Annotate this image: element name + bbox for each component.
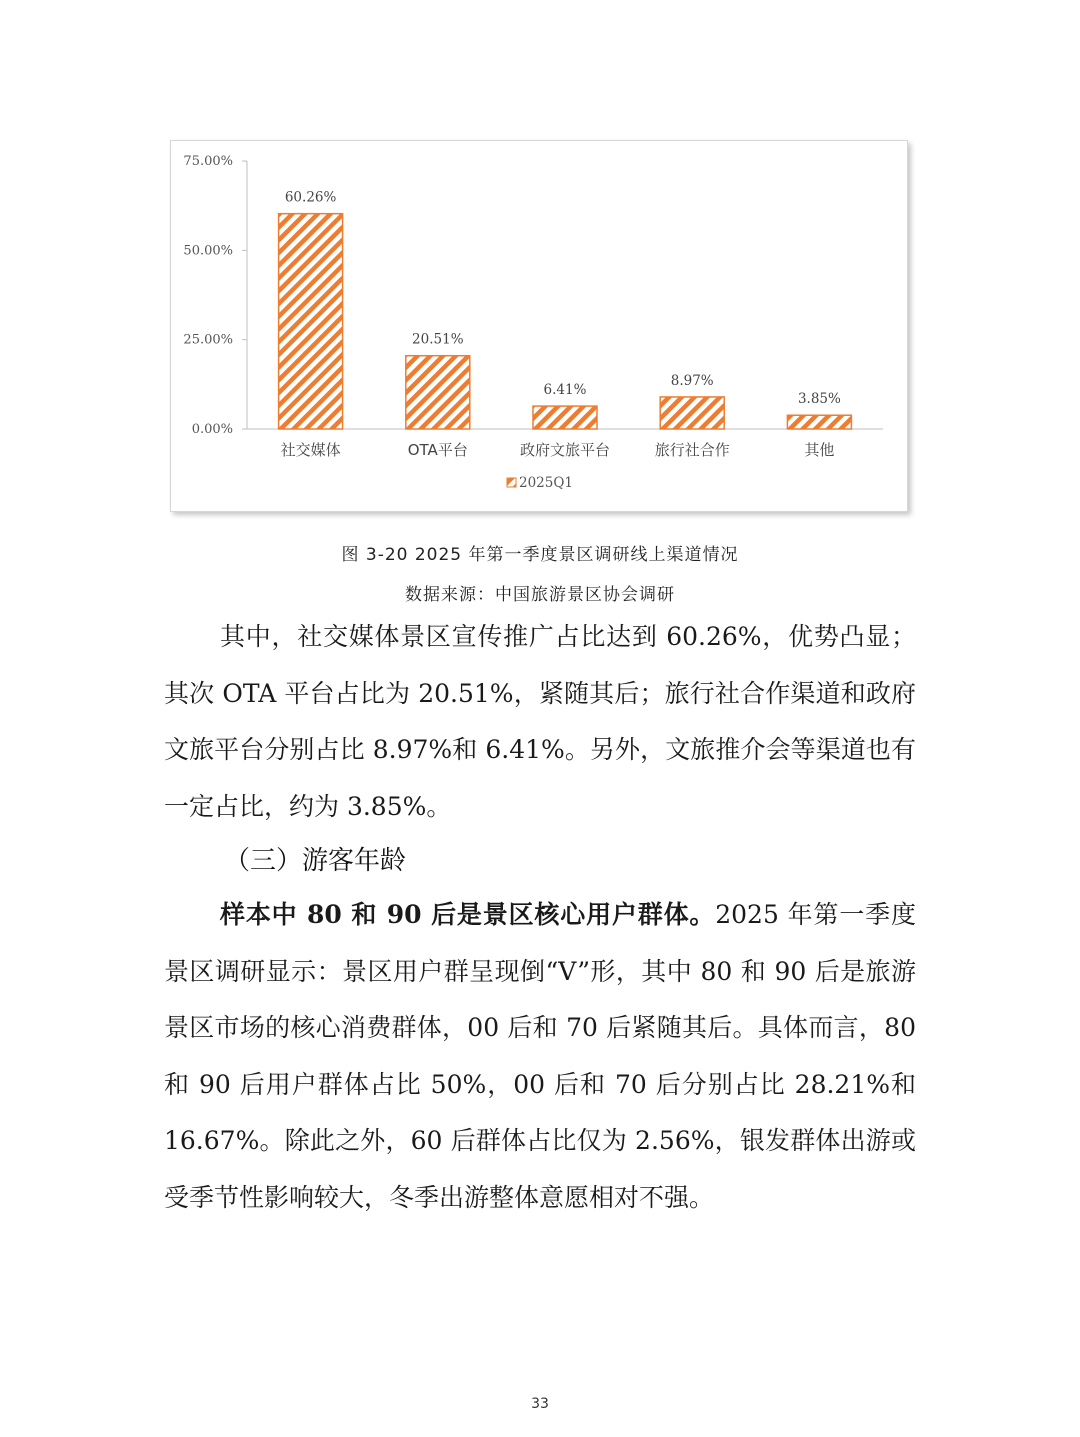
legend-swatch [507, 478, 516, 487]
bar-value-label: 3.85% [797, 391, 841, 408]
bar [787, 415, 851, 429]
y-tick-label: 0.00% [191, 422, 233, 437]
paragraph-bold-lead: 样本中 80 和 90 后是景区核心用户群体。 [220, 900, 716, 929]
bar-value-label: 8.97% [670, 372, 714, 389]
bar [279, 214, 343, 429]
x-category-label: 旅行社合作 [654, 441, 730, 459]
paragraph-body: 2025 年第一季度景区调研显示：景区用户群呈现倒“V”形，其中 80 和 90 后是旅游景区市场的核心消费群体，00 后和 70 后紧随其后。具体而言，80 和 90 后用户群体占比 50%，00 后和 70 后分别占比 28.21%和 16.67%。除此之外，60 后群体占比仅为 2.56%，银发群体出游或受季节性影响较大，冬季出游整体意愿相对不强。 [164, 900, 916, 1212]
x-category-label: 其他 [804, 441, 835, 459]
x-category-label: 政府文旅平台 [519, 441, 611, 459]
section-heading: （三）游客年龄 [224, 846, 407, 876]
body-paragraph: 其中，社交媒体景区宣传推广占比达到 60.26%，优势凸显；其次 OTA 平台占比为 20.51%，紧随其后；旅行社合作渠道和政府文旅平台分别占比 8.97%和 6.41%。另外，文旅推介会等渠道也有一定占比，约为 3.85%。 [164, 622, 916, 821]
x-category-label: OTA平台 [407, 441, 468, 459]
body-paragraph [164, 887, 916, 1226]
chart-panel [170, 140, 908, 512]
bar-chart [171, 141, 907, 511]
x-category-label: 社交媒体 [280, 441, 341, 459]
y-tick-label: 25.00% [183, 332, 233, 348]
bar-value-label: 60.26% [284, 189, 337, 206]
y-tick-label: 75.00% [183, 154, 233, 169]
y-tick-label: 50.00% [183, 243, 233, 259]
figure-source: 数据来源：中国旅游景区协会调研 [405, 585, 675, 605]
page-number: 33 [531, 1396, 549, 1412]
bar [533, 406, 597, 429]
legend-label: 2025Q1 [519, 475, 574, 491]
figure-caption: 图 3-20 2025 年第一季度景区调研线上渠道情况 [341, 545, 739, 565]
bar-value-label: 20.51% [412, 331, 464, 348]
bar [406, 356, 470, 429]
bar-value-label: 6.41% [543, 382, 587, 399]
bar [660, 397, 724, 429]
